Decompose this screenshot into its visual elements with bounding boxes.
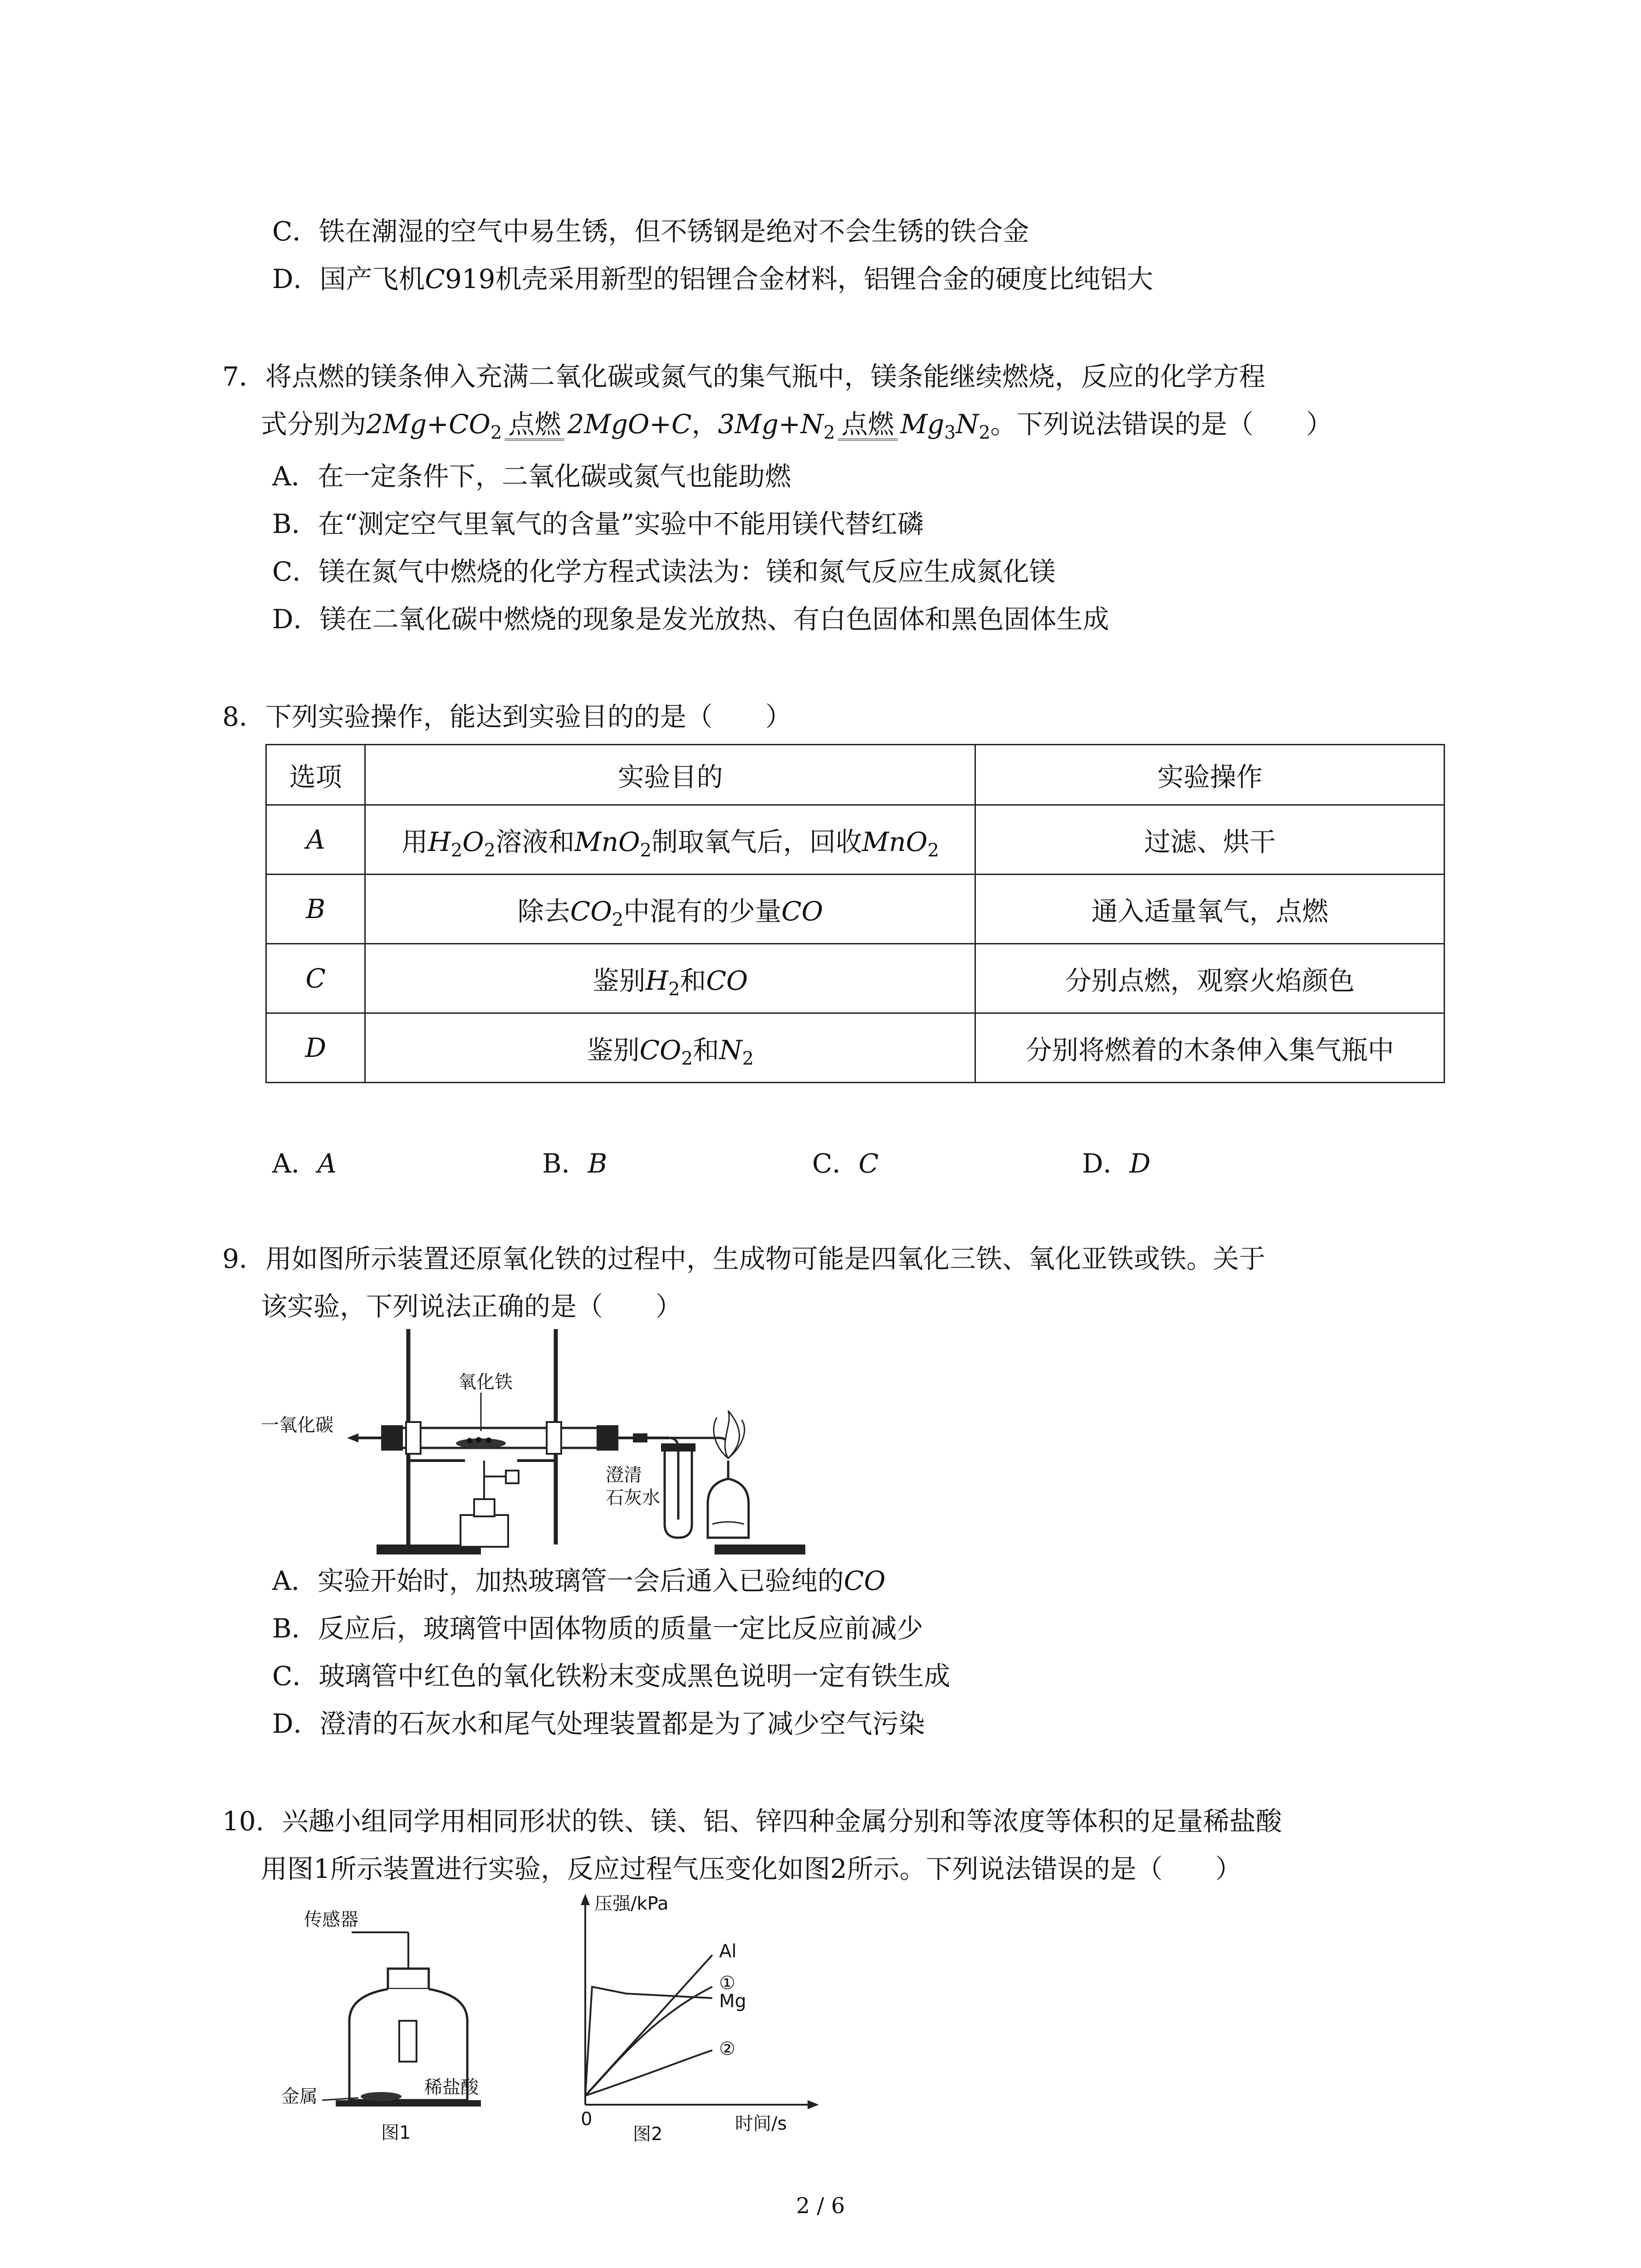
reaction-condition: 点燃 <box>505 406 564 442</box>
table-cell-aim: 鉴别$CO_2$和$N_2$ <box>365 1013 975 1083</box>
table-header: 选项 <box>266 745 365 805</box>
glass-tube <box>347 1422 618 1454</box>
q7-option-c: C．镁在氮气中燃烧的化学方程式读法为：镁和氮气反应生成氮化镁 <box>272 556 1056 587</box>
label-metal: 金属 <box>281 2086 318 2107</box>
q9-option-d: D．澄清的石灰水和尾气处理装置都是为了减少空气污染 <box>272 1708 925 1739</box>
figure-1-caption: 图1 <box>381 2122 411 2143</box>
q8-table <box>265 744 1445 1083</box>
q7-option-a: A．在一定条件下，二氧化碳或氮气也能助燃 <box>272 461 791 492</box>
table-cell-operation: 过滤、烘干 <box>975 805 1445 875</box>
label-carbon-monoxide: 一氧化碳 <box>261 1415 333 1436</box>
table-cell-aim: 用$H_2O_2$溶液和MnO$_2$制取氧气后，回收MnO$_2$ <box>365 805 975 875</box>
table-header-row <box>266 745 1445 805</box>
tail-gas-burner <box>708 1411 749 1538</box>
q6-option-d: D．国产飞机C919机壳采用新型的铝锂合金材料，铝锂合金的硬度比纯铝大 <box>272 264 1153 294</box>
reaction-condition: 点燃 <box>838 406 898 442</box>
curve-label-2: ② <box>719 2038 735 2059</box>
table-row <box>266 944 1445 1013</box>
table-cell-option: D <box>266 1013 365 1083</box>
table-cell-option: B <box>266 875 365 944</box>
q7-option-d: D．镁在二氧化碳中燃烧的现象是发光放热、有白色固体和黑色固体生成 <box>272 604 1109 635</box>
q8-stem: 8．下列实验操作，能达到实验目的的是（ ） <box>222 701 792 732</box>
table-cell-option: C <box>266 944 365 1013</box>
q7-stem-line1: 7．将点燃的镁条伸入充满二氧化碳或氮气的集气瓶中，镁条能继续燃烧，反应的化学方程 <box>222 361 1265 392</box>
table-cell-aim: 鉴别$H_2$和CO <box>365 944 975 1013</box>
q8-answer-d: D．D <box>1082 1148 1151 1179</box>
table-row <box>266 1013 1445 1083</box>
q10-stem-line2: 用图1所示装置进行实验，反应过程气压变化如图2所示。下列说法错误的是（ ） <box>261 1853 1242 1884</box>
metal-sample <box>361 2092 402 2101</box>
label-sensor: 传感器 <box>304 1909 358 1930</box>
table-header: 实验目的 <box>365 745 975 805</box>
q10-stem-line1: 10．兴趣小组同学用相同形状的铁、镁、铝、锌四种金属分别和等浓度等体积的足量稀盐酸 <box>222 1806 1282 1837</box>
q9-apparatus-figure <box>261 1325 805 1565</box>
q9-option-c: C．玻璃管中红色的氧化铁粉末变成黑色说明一定有铁生成 <box>272 1661 950 1691</box>
iron-oxide-powder <box>456 1393 506 1448</box>
curve-label-1: ① <box>719 1973 735 1994</box>
y-axis-label: 压强/kPa <box>594 1893 669 1914</box>
q8-answer-c: C．C <box>812 1148 879 1179</box>
q9-stem-line2: 该实验，下列说法正确的是（ ） <box>261 1291 682 1322</box>
q8-answer-b: B．B <box>542 1148 607 1179</box>
curve-label-al: Al <box>719 1941 737 1962</box>
page-number: 2 / 6 <box>796 2193 845 2219</box>
table-cell-operation: 分别将燃着的木条伸入集气瓶中 <box>975 1013 1445 1083</box>
table-cell-operation: 通入适量氧气，点燃 <box>975 875 1445 944</box>
label-iron-oxide: 氧化铁 <box>458 1372 513 1393</box>
x-axis-label: 时间/s <box>735 2113 787 2134</box>
label-limewater-1: 澄清 <box>606 1465 642 1486</box>
label-limewater-2: 石灰水 <box>606 1487 660 1508</box>
table-row <box>266 875 1445 944</box>
q10-figure-1 <box>272 1901 499 2146</box>
curve-mg <box>585 1987 712 2096</box>
q7-option-b: B．在“测定空气里氧气的含量”实验中不能用镁代替红磷 <box>272 508 924 539</box>
q8-answer-a: A．A <box>272 1148 337 1179</box>
curve-2 <box>585 2050 712 2096</box>
table-header: 实验操作 <box>975 745 1445 805</box>
q9-option-a: A．实验开始时，加热玻璃管一会后通入已验纯的CO <box>272 1565 886 1596</box>
label-acid: 稀盐酸 <box>424 2077 479 2098</box>
curve-label-mg: Mg <box>719 1991 746 2012</box>
q7-stem-line2: 式分别为$2Mg+CO_2$ 点燃 2MgO+C，$3Mg+N_2$ 点燃 $Mg_3N_2$。下列说法错误的是（ ） <box>261 406 1332 442</box>
table-cell-aim: 除去$CO_2$中混有的少量CO <box>365 875 975 944</box>
figure-2-caption: 图2 <box>633 2124 663 2145</box>
q9-option-b: B．反应后，玻璃管中固体物质的质量一定比反应前减少 <box>272 1613 923 1644</box>
q10-figure-2-pressure-chart <box>558 1882 830 2146</box>
origin-label: 0 <box>581 2109 593 2130</box>
table-row <box>266 805 1445 875</box>
table-cell-operation: 分别点燃，观察火焰颜色 <box>975 944 1445 1013</box>
curve-1 <box>585 1987 712 2096</box>
q9-stem-line1: 9．用如图所示装置还原氧化铁的过程中，生成物可能是四氧化三铁、氧化亚铁或铁。关于 <box>222 1243 1265 1274</box>
table-cell-option: A <box>266 805 365 875</box>
alcohol-burner <box>460 1461 519 1547</box>
q6-option-c: C．铁在潮湿的空气中易生锈，但不锈钢是绝对不会生锈的铁合金 <box>272 216 1029 247</box>
